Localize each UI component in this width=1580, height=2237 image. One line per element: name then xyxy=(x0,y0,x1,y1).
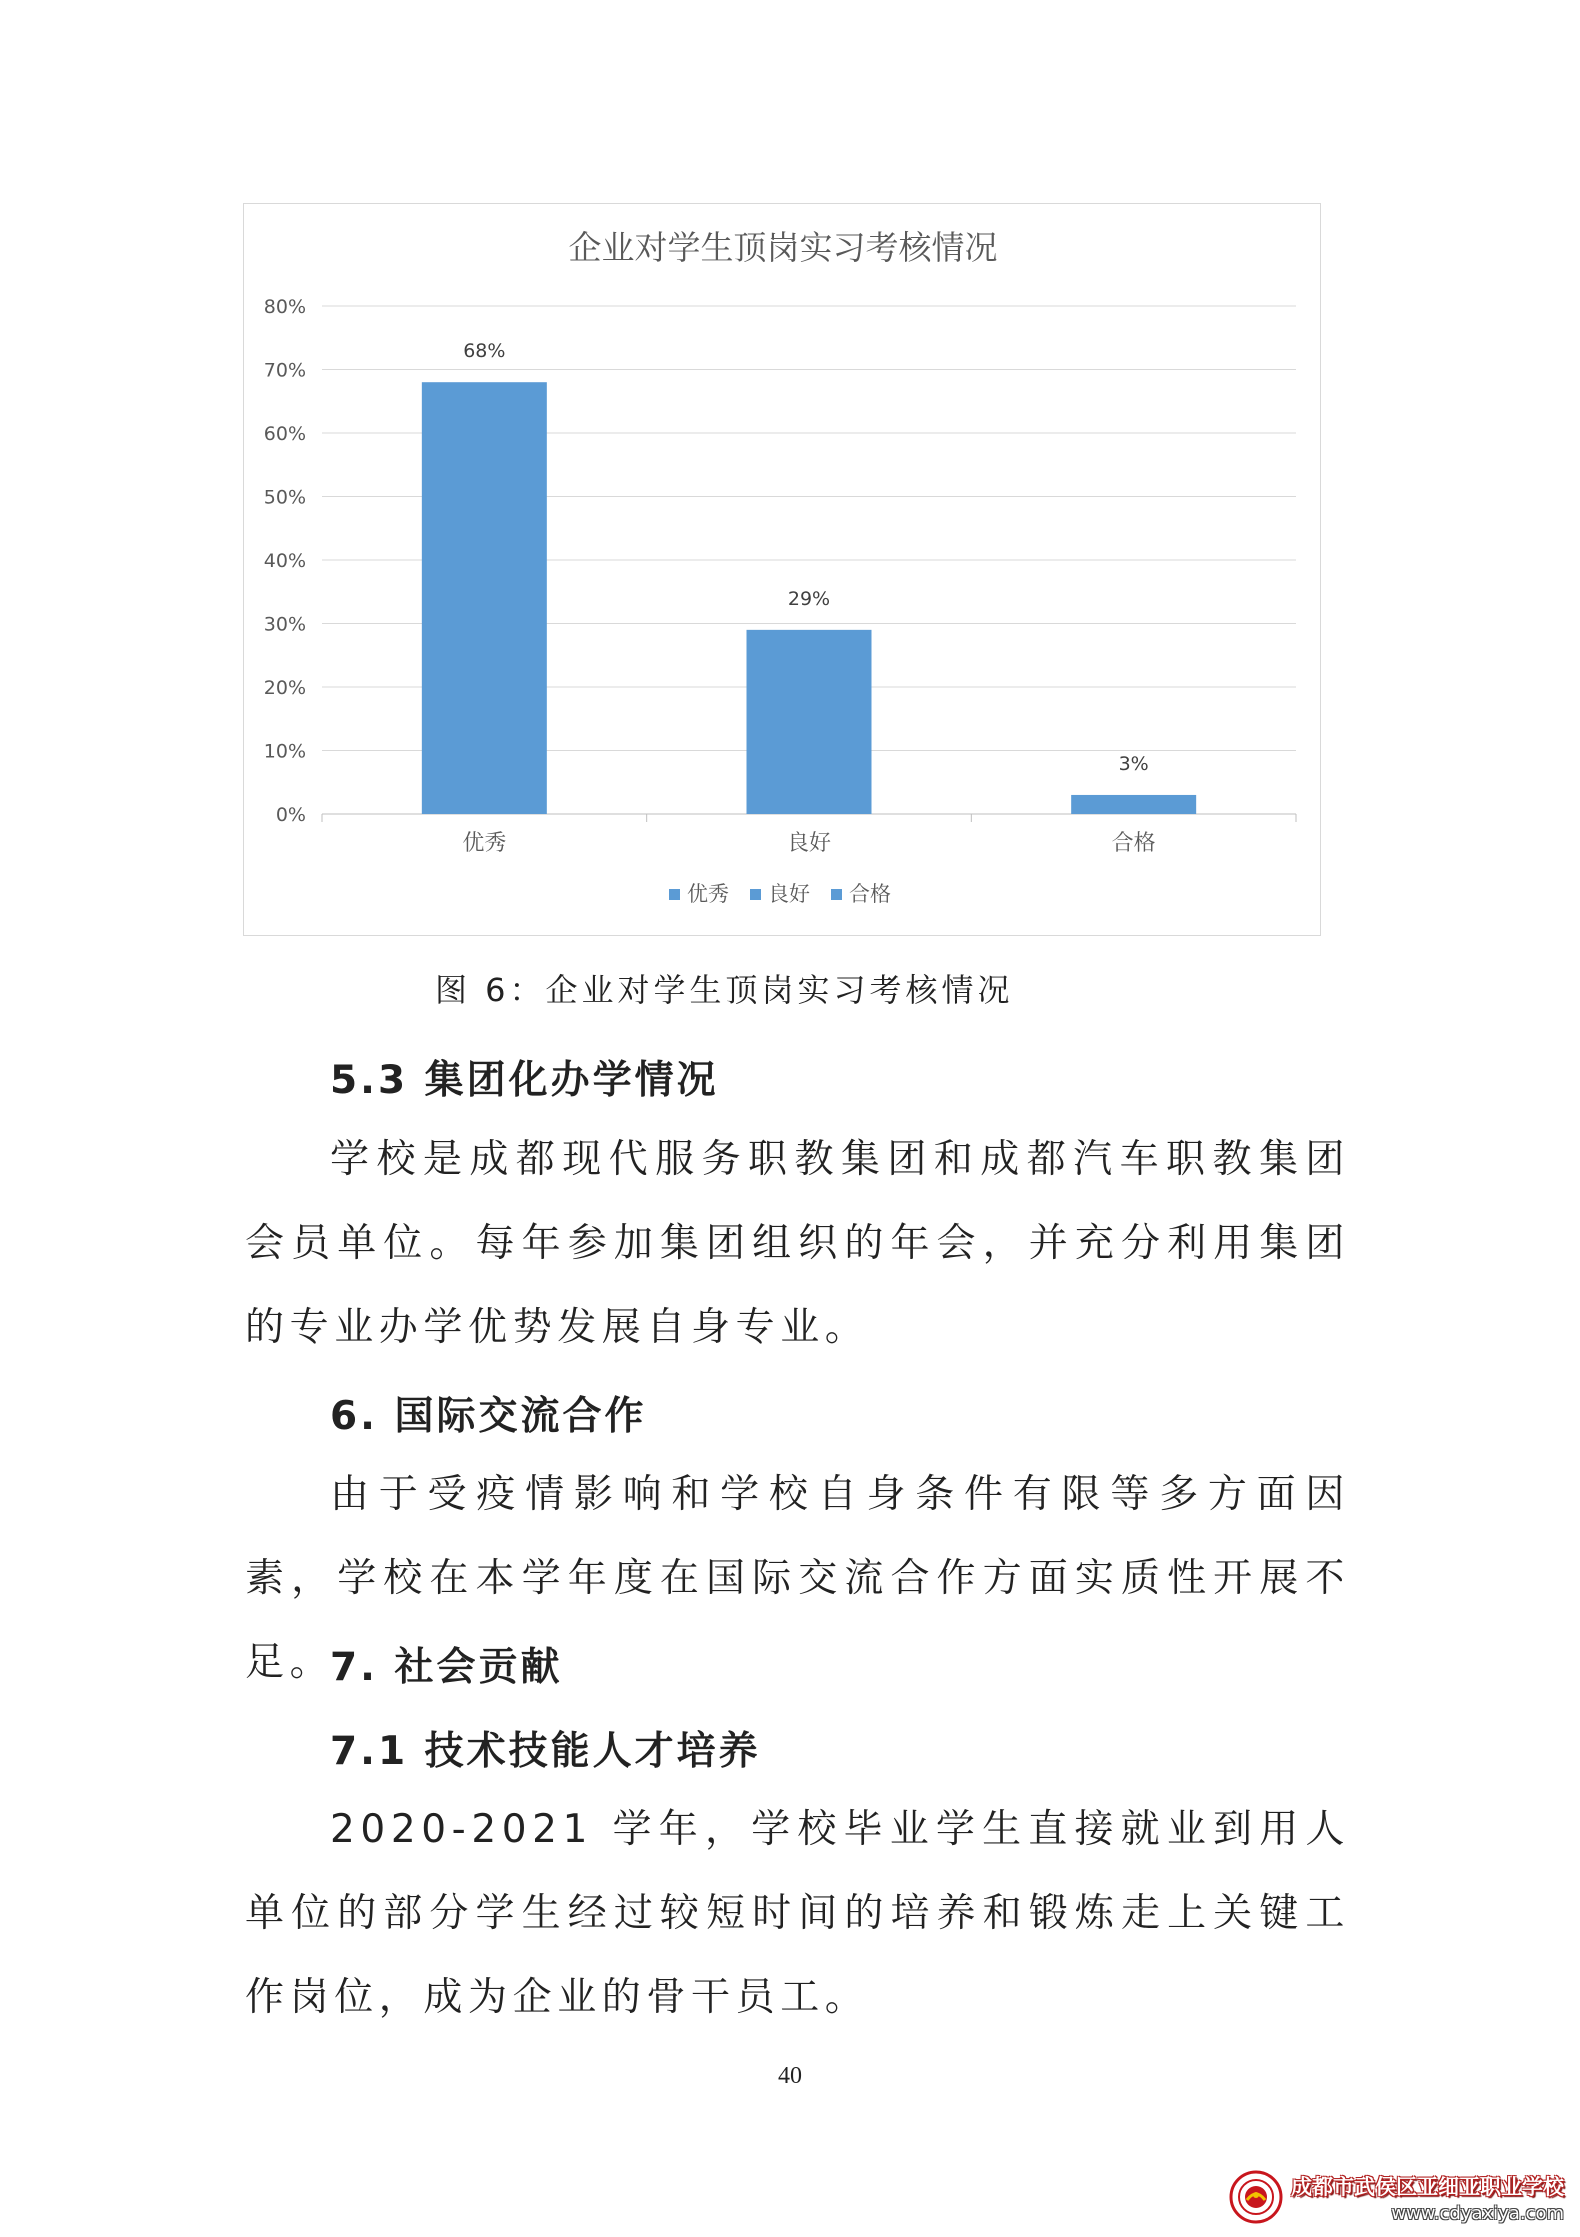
y-tick-label: 40% xyxy=(263,550,306,572)
school-name: 成都市武侯区亚细亚职业学校 xyxy=(1291,2174,1564,2199)
paragraph-international-exchange: 由于受疫情影响和学校自身条件有限等多方面因素，学校在本学年度在国际交流合作方面实质性开展不足。 xyxy=(245,1472,1350,1685)
y-tick-label: 0% xyxy=(275,804,306,826)
bar xyxy=(747,630,872,814)
legend-swatch xyxy=(750,889,761,900)
legend-label: 良好 xyxy=(768,882,810,906)
x-category-label: 合格 xyxy=(1111,831,1156,856)
y-tick-label: 10% xyxy=(263,740,306,763)
legend-label: 优秀 xyxy=(687,882,729,906)
page-number: 40 xyxy=(778,2063,802,2089)
data-label: 3% xyxy=(1118,752,1149,775)
heading-7-1: 7.1 技术技能人才培养 xyxy=(330,1729,761,1774)
data-label: 29% xyxy=(787,587,831,610)
legend-swatch xyxy=(669,889,680,900)
data-label: 68% xyxy=(463,340,506,363)
bar-chart xyxy=(244,204,1322,937)
legend-label: 合格 xyxy=(849,882,891,906)
paragraph-talent-training: 2020-2021 学年，学校毕业学生直接就业到用人单位的部分学生经过较短时间的培养和锻炼走上关键工作岗位，成为企业的骨干员工。 xyxy=(245,1807,1350,2020)
x-category-label: 良好 xyxy=(786,831,832,856)
heading-7: 7. 社会贡献 xyxy=(330,1645,563,1690)
legend-swatch xyxy=(831,889,842,900)
y-tick-label: 60% xyxy=(263,423,306,445)
y-tick-label: 70% xyxy=(263,359,306,382)
school-seal-icon xyxy=(1229,2170,1283,2224)
heading-5-3: 5.3 集团化办学情况 xyxy=(330,1058,719,1103)
bar xyxy=(422,382,547,814)
y-tick-label: 80% xyxy=(263,296,306,318)
x-category-label: 优秀 xyxy=(462,831,507,856)
chart-title: 企业对学生顶岗实习考核情况 xyxy=(568,228,998,267)
y-tick-label: 30% xyxy=(263,613,306,636)
school-url: www.cdyaxiya.com xyxy=(1391,2202,1564,2224)
paragraph-group-education: 学校是成都现代服务职教集团和成都汽车职教集团会员单位。每年参加集团组织的年会，并充分利用集团的专业办学优势发展自身专业。 xyxy=(245,1137,1350,1350)
figure-caption: 图 6：企业对学生顶岗实习考核情况 xyxy=(435,971,1014,1009)
chart-container xyxy=(243,203,1321,936)
y-tick-label: 50% xyxy=(263,486,306,509)
y-tick-label: 20% xyxy=(263,677,306,699)
bar xyxy=(1071,795,1196,814)
heading-6: 6. 国际交流合作 xyxy=(330,1394,647,1439)
watermark xyxy=(1229,2168,1564,2226)
